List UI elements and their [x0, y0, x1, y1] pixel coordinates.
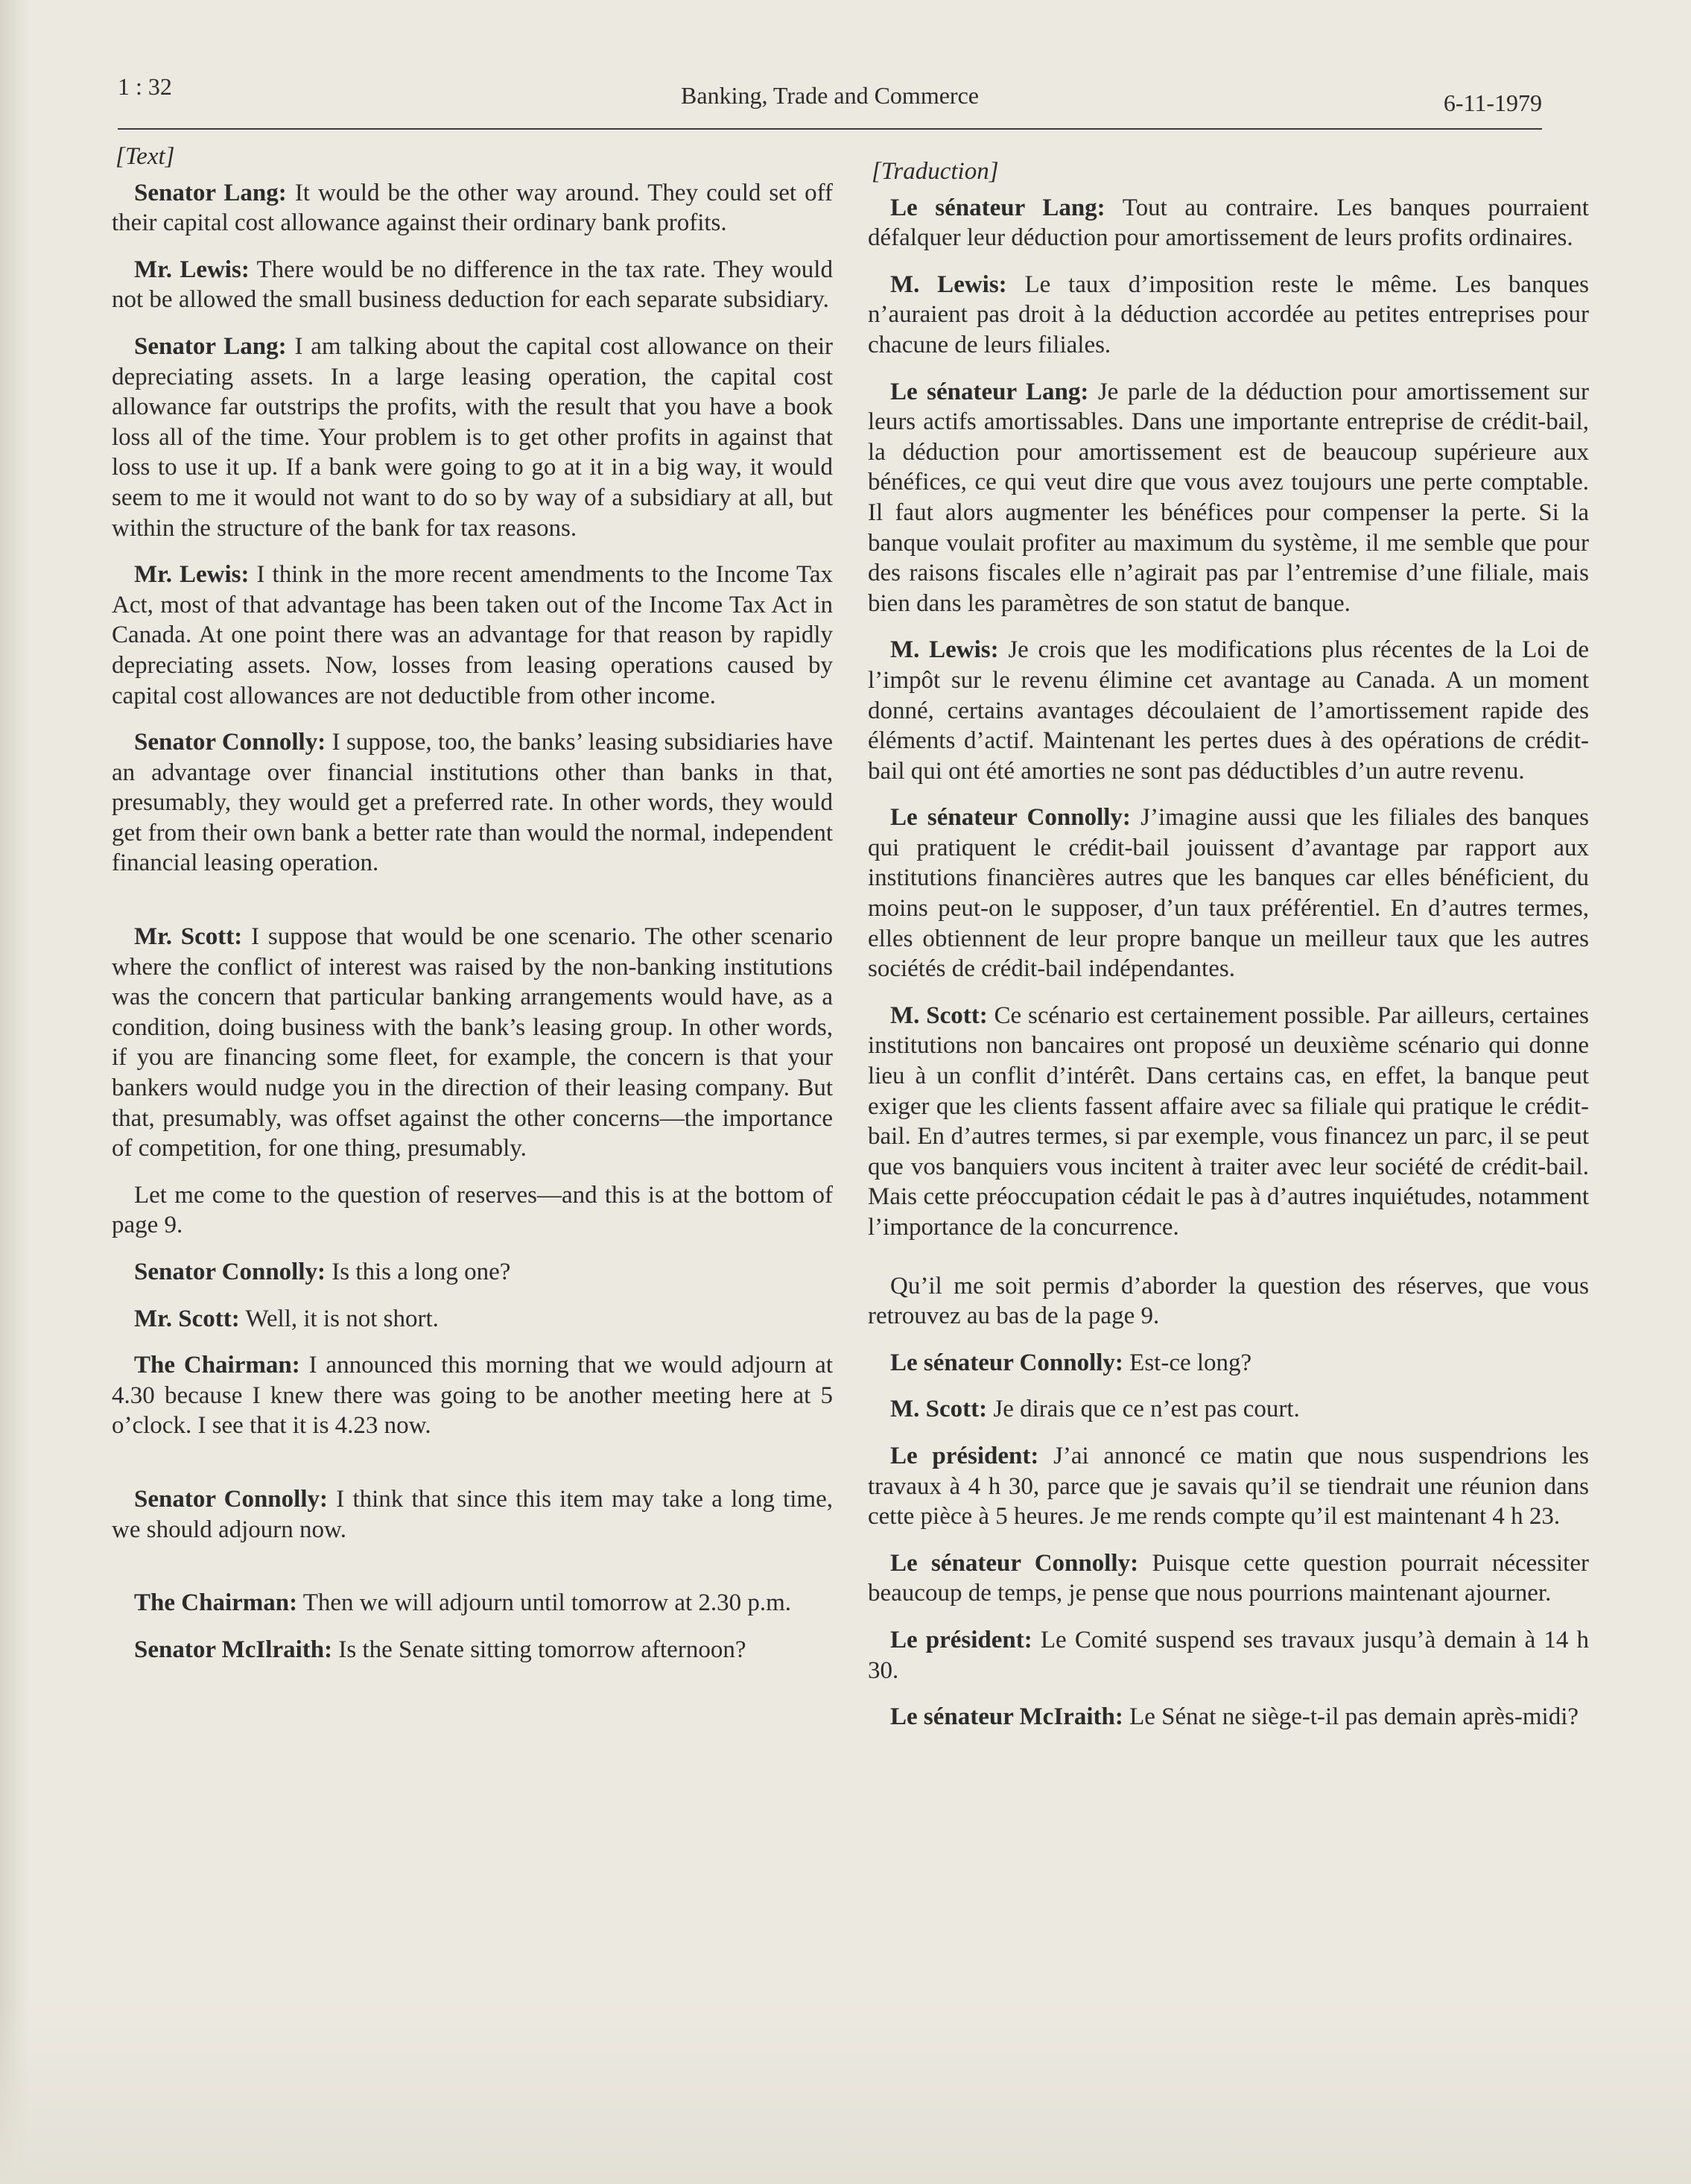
- speaker-name: The Chairman:: [134, 1589, 298, 1617]
- transcript-paragraph: [112, 332, 833, 543]
- transcript-paragraph: [868, 377, 1589, 619]
- transcript-paragraph: [868, 1548, 1589, 1609]
- speech-text: It would be the other way around. They could set off their capital cost allowance against their ordinary bank profits.: [112, 179, 833, 237]
- transcript-paragraph: [112, 1180, 833, 1241]
- speaker-name: Mr. Scott:: [134, 923, 243, 951]
- speaker-name: Le sénateur Connolly:: [890, 1349, 1123, 1376]
- transcript-paragraph: [112, 1257, 833, 1288]
- speech-text: J’ai annoncé ce matin que nous suspendrions les travaux à 4 h 30, parce que je savais qu’il se tiendrait une réunion dans cette pièce à 5 heures. Je me rends compte qu’il est maintenant 4 h 23.: [868, 1442, 1589, 1531]
- speech-text: There would be no difference in the tax rate. They would not be allowed the small business deduction for each separate subsidiary.: [112, 256, 833, 314]
- transcript-paragraph: [112, 255, 833, 315]
- speech-text: Je crois que les modifications plus récentes de la Loi de l’impôt sur le revenu élimine cet avantage au Canada. A un moment donné, certains avantages découlaient de l’amortissement rapide des éléments d’actif. Maintenant les pertes dues à des opérations de crédit-bail qui ont été amorties ne sont pas déductibles d’un autre revenu.: [868, 636, 1589, 785]
- running-title: Banking, Trade and Commerce: [681, 82, 979, 109]
- speaker-name: M. Lewis:: [890, 636, 999, 664]
- speaker-name: Le sénateur McIraith:: [890, 1703, 1123, 1731]
- transcript-paragraph: [112, 727, 833, 879]
- transcript-paragraph: [868, 1348, 1589, 1379]
- speech-text: Je parle de la déduction pour amortissement sur leurs actifs amortissables. Dans une importante entreprise de crédit-bail, la déduction pour amortissement est de beaucoup supérieure aux bénéfices, ce qui veut dire que vous avez toujours une perte comptable. Il faut alors augmenter les bénéfices pour compenser la perte. Si la banque voulait profiter au maximum du système, il me semble que pour des raisons fiscales elle n’agirait pas par l’entremise d’une filiale, mais bien dans les paramètres de son statut de banque.: [868, 378, 1589, 617]
- speech-text: Le Comité suspend ses travaux jusqu’à demain à 14 h 30.: [868, 1626, 1589, 1684]
- speaker-name: Le président:: [890, 1442, 1039, 1469]
- transcript-paragraph: [112, 178, 833, 238]
- speaker-name: Senator McIlraith:: [134, 1636, 333, 1663]
- transcript-paragraph: [868, 270, 1589, 361]
- speaker-name: Mr. Lewis:: [134, 561, 250, 589]
- speaker-name: Senator Connolly:: [134, 1259, 326, 1285]
- speech-text: I suppose, too, the banks’ leasing subsidiaries have an advantage over financial institutions other than banks in that, presumably, they would get a preferred rate. In other words, they would get from their own bank a better rate than would the normal, independent financial leasing operation.: [112, 729, 833, 877]
- speaker-name: Le président:: [890, 1626, 1032, 1653]
- transcript-paragraph: [868, 193, 1589, 253]
- speaker-name: Senator Lang:: [134, 179, 287, 206]
- transcript-paragraph: [112, 922, 833, 1164]
- speaker-name: Le sénateur Connolly:: [890, 1549, 1139, 1577]
- speaker-name: Mr. Scott:: [134, 1305, 240, 1332]
- page-date: 6-11-1979: [1443, 89, 1542, 116]
- speaker-name: M. Lewis:: [890, 270, 1007, 298]
- transcript-paragraph: [868, 803, 1589, 984]
- speech-text: Je dirais que ce n’est pas court.: [987, 1396, 1300, 1423]
- transcript-paragraph: [112, 1484, 833, 1545]
- speech-text: I announced this morning that we would adjourn at 4.30 because I knew there was going to be another meeting here at 5 o’clock. I see that it is 4.23 now.: [112, 1352, 833, 1440]
- transcript-paragraph: [112, 560, 833, 711]
- language-label: [Traduction]: [872, 158, 999, 185]
- speech-text: J’imagine aussi que les filiales des banques qui pratiquent le crédit-bail jouissent d’avantage par rapport aux institutions financières autres que les banques car elles bénéficient, du moins peut-on le supposer, d’un taux préférentiel. En d’autres termes, elles obtiennent de leur propre banque un meilleur taux que les autres sociétés de crédit-bail indépendantes.: [868, 804, 1589, 983]
- speech-text: Well, it is not short.: [239, 1305, 439, 1332]
- speaker-name: Mr. Lewis:: [134, 256, 250, 283]
- speaker-name: M. Scott:: [890, 1001, 988, 1029]
- transcript-paragraph: [868, 1441, 1589, 1532]
- speech-text: Est-ce long?: [1123, 1349, 1252, 1376]
- speech-text: I suppose that would be one scenario. The other scenario where the conflict of interest was raised by the non-banking institutions was the concern that particular banking arrangements would have, as a condition, doing business with the bank’s leasing group. In other words, if you are financing some fleet, for example, the concern is that your bankers would nudge you in the direction of their leasing company. But that, presumably, was offset against the other concerns—the importance of competition, for one thing, presumably.: [112, 923, 833, 1162]
- english-column: [112, 142, 833, 1681]
- speech-text: Is this a long one?: [326, 1259, 511, 1285]
- transcript-paragraph: [112, 1304, 833, 1335]
- speaker-name: Senator Connolly:: [134, 1485, 328, 1513]
- speaker-name: Le sénateur Connolly:: [890, 804, 1131, 832]
- page-number: 1 : 32: [118, 73, 172, 100]
- speech-text: Is the Senate sitting tomorrow afternoon?: [332, 1636, 746, 1663]
- transcript-paragraph: [112, 1635, 833, 1665]
- speaker-name: Senator Connolly:: [134, 729, 326, 756]
- speech-text: I think in the more recent amendments to the Income Tax Act, most of that advantage has been taken out of the Income Tax Act in Canada. At one point there was an advantage for that reason by rapidly depreciating assets. Now, losses from leasing operations caused by capital cost allowances are not deductible from other income.: [112, 561, 833, 709]
- speaker-name: Le sénateur Lang:: [890, 378, 1089, 405]
- transcript-paragraph: [868, 635, 1589, 786]
- french-column: [868, 156, 1589, 1749]
- page-header: [118, 69, 1542, 130]
- language-label: [Text]: [115, 143, 175, 170]
- speech-text: Le taux d’imposition reste le même. Les banques n’auraient pas droit à la déduction accordée au petites entreprises pour chacune de leurs filiales.: [868, 270, 1589, 358]
- speech-text: Then we will adjourn until tomorrow at 2.30 p.m.: [297, 1589, 792, 1617]
- page-edge: [0, 0, 30, 2184]
- transcript-paragraph: [112, 1588, 833, 1618]
- transcript-paragraph: [868, 1625, 1589, 1686]
- speech-text: Let me come to the question of reserves—and this is at the bottom of page 9.: [112, 1181, 833, 1239]
- speech-text: Le Sénat ne siège-t-il pas demain après-midi?: [1123, 1703, 1579, 1731]
- speaker-name: Senator Lang:: [134, 332, 287, 360]
- speech-text: Qu’il me soit permis d’aborder la question des réserves, que vous retrouvez au bas de la page 9.: [868, 1272, 1589, 1330]
- speech-text: I think that since this item may take a long time, we should adjourn now.: [112, 1485, 833, 1543]
- speaker-name: M. Scott:: [890, 1396, 988, 1423]
- transcript-paragraph: [112, 1350, 833, 1441]
- page-shadow: [0, 1998, 1691, 2184]
- speaker-name: Le sénateur Lang:: [890, 194, 1105, 221]
- speech-text: Ce scénario est certainement possible. Par ailleurs, certaines institutions non bancaires ont proposé un deuxième scénario qui donne lieu à un conflit d’intérêt. Dans certains cas, en effet, la banque peut exiger que les clients fassent affaire avec sa filiale qui pratique le crédit-bail. En d’autres termes, si par exemple, vous financez un parc, il se peut que vos banquiers vous incitent à traiter avec leur société de crédit-bail. Mais cette préoccupation cédait le pas à d’autres inquiétudes, notamment l’importance de la concurrence.: [868, 1001, 1589, 1241]
- transcript-paragraph: [868, 1702, 1589, 1732]
- speech-text: I am talking about the capital cost allowance on their depreciating assets. In a large leasing operation, the capital cost allowance far outstrips the profits, with the result that you have a book loss all of the time. Your problem is to get other profits in against that loss to use it up. If a bank were going to go at it in a big way, it would seem to me it would not want to do so by way of a subsidiary at all, but within the structure of the bank for tax reasons.: [112, 332, 834, 542]
- speech-text: Tout au contraire. Les banques pourraient défalquer leur déduction pour amortissement de leurs profits ordinaires.: [868, 194, 1589, 252]
- transcript-paragraph: [868, 1394, 1589, 1425]
- speaker-name: The Chairman:: [134, 1352, 300, 1379]
- transcript-paragraph: [868, 1001, 1589, 1243]
- speech-text: Puisque cette question pourrait nécessiter beaucoup de temps, je pense que nous pourrions maintenant ajourner.: [868, 1549, 1589, 1607]
- transcript-paragraph: [868, 1271, 1589, 1332]
